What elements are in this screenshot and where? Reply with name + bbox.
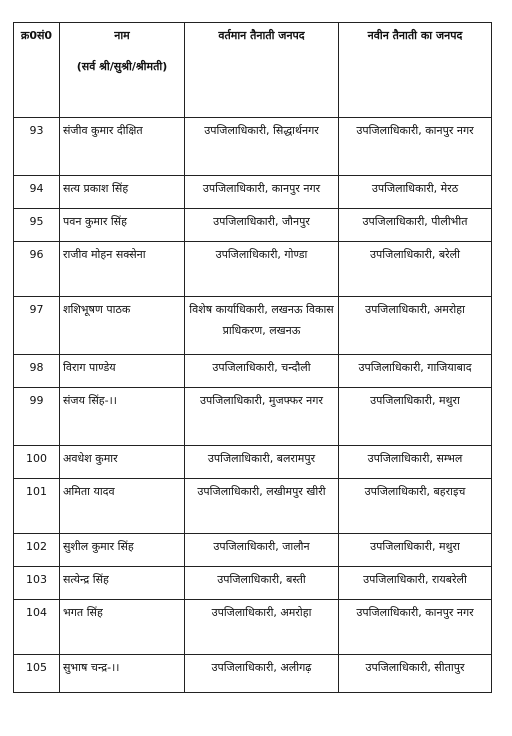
- current-posting: विशेष कार्याधिकारी, लखनऊ विकास प्राधिकरण, लखनऊ: [185, 297, 339, 355]
- current-posting: उपजिलाधिकारी, जालौन: [185, 534, 339, 567]
- current-posting: उपजिलाधिकारी, कानपुर नगर: [185, 176, 339, 209]
- officer-name: सत्येन्द्र सिंह: [60, 567, 185, 600]
- header-row: [14, 23, 492, 118]
- table-row: [14, 209, 492, 242]
- serial-number: 103: [14, 567, 60, 600]
- table-row: [14, 388, 492, 446]
- officer-name: राजीव मोहन सक्सेना: [60, 242, 185, 297]
- current-posting: उपजिलाधिकारी, मुजफ्फर नगर: [185, 388, 339, 446]
- officer-name: सुभाष चन्द्र-।।: [60, 655, 185, 693]
- table-row: [14, 242, 492, 297]
- transfer-table: [13, 22, 492, 693]
- serial-number: 98: [14, 355, 60, 388]
- header-new-district: नवीन तैनाती का जनपद: [339, 23, 492, 118]
- serial-number: 101: [14, 479, 60, 534]
- officer-name: सुशील कुमार सिंह: [60, 534, 185, 567]
- serial-number: 102: [14, 534, 60, 567]
- serial-number: 99: [14, 388, 60, 446]
- officer-name: शशिभूषण पाठक: [60, 297, 185, 355]
- serial-number: 105: [14, 655, 60, 693]
- serial-number: 95: [14, 209, 60, 242]
- header-name: [60, 23, 185, 118]
- current-posting: उपजिलाधिकारी, गोण्डा: [185, 242, 339, 297]
- current-posting: उपजिलाधिकारी, अमरोहा: [185, 600, 339, 655]
- officer-name: विराग पाण्डेय: [60, 355, 185, 388]
- table-row: [14, 355, 492, 388]
- serial-number: 104: [14, 600, 60, 655]
- new-posting: उपजिलाधिकारी, सीतापुर: [339, 655, 492, 693]
- table-row: [14, 479, 492, 534]
- serial-number: 96: [14, 242, 60, 297]
- new-posting: उपजिलाधिकारी, बहराइच: [339, 479, 492, 534]
- header-name-label: नाम: [114, 29, 130, 42]
- table-row: [14, 118, 492, 176]
- officer-name: अमिता यादव: [60, 479, 185, 534]
- table-row: [14, 655, 492, 693]
- officer-name: सत्य प्रकाश सिंह: [60, 176, 185, 209]
- table-row: [14, 567, 492, 600]
- new-posting: उपजिलाधिकारी, गाजियाबाद: [339, 355, 492, 388]
- new-posting: उपजिलाधिकारी, मेरठ: [339, 176, 492, 209]
- officer-name: संजय सिंह-।।: [60, 388, 185, 446]
- serial-number: 97: [14, 297, 60, 355]
- current-posting: उपजिलाधिकारी, बलरामपुर: [185, 446, 339, 479]
- table-row: [14, 176, 492, 209]
- new-posting: उपजिलाधिकारी, कानपुर नगर: [339, 600, 492, 655]
- new-posting: उपजिलाधिकारी, रायबरेली: [339, 567, 492, 600]
- new-posting: उपजिलाधिकारी, कानपुर नगर: [339, 118, 492, 176]
- officer-name: भगत सिंह: [60, 600, 185, 655]
- current-posting: उपजिलाधिकारी, सिद्धार्थनगर: [185, 118, 339, 176]
- serial-number: 100: [14, 446, 60, 479]
- new-posting: उपजिलाधिकारी, मथुरा: [339, 534, 492, 567]
- officer-name: संजीव कुमार दीक्षित: [60, 118, 185, 176]
- officer-name: अवधेश कुमार: [60, 446, 185, 479]
- new-posting: उपजिलाधिकारी, पीलीभीत: [339, 209, 492, 242]
- table-row: [14, 534, 492, 567]
- table-row: [14, 446, 492, 479]
- new-posting: उपजिलाधिकारी, सम्भल: [339, 446, 492, 479]
- new-posting: उपजिलाधिकारी, बरेली: [339, 242, 492, 297]
- table-row: [14, 297, 492, 355]
- current-posting: उपजिलाधिकारी, चन्दौली: [185, 355, 339, 388]
- current-posting: उपजिलाधिकारी, अलीगढ़: [185, 655, 339, 693]
- current-posting: उपजिलाधिकारी, जौनपुर: [185, 209, 339, 242]
- current-posting: उपजिलाधिकारी, लखीमपुर खीरी: [185, 479, 339, 534]
- header-name-sub: (सर्व श्री/सुश्री/श्रीमती): [76, 60, 168, 73]
- table-row: [14, 600, 492, 655]
- serial-number: 93: [14, 118, 60, 176]
- new-posting: उपजिलाधिकारी, अमरोहा: [339, 297, 492, 355]
- header-current-district: वर्तमान तैनाती जनपद: [185, 23, 339, 118]
- header-serial: क्र0सं0: [14, 23, 60, 118]
- serial-number: 94: [14, 176, 60, 209]
- officer-name: पवन कुमार सिंह: [60, 209, 185, 242]
- current-posting: उपजिलाधिकारी, बस्ती: [185, 567, 339, 600]
- new-posting: उपजिलाधिकारी, मथुरा: [339, 388, 492, 446]
